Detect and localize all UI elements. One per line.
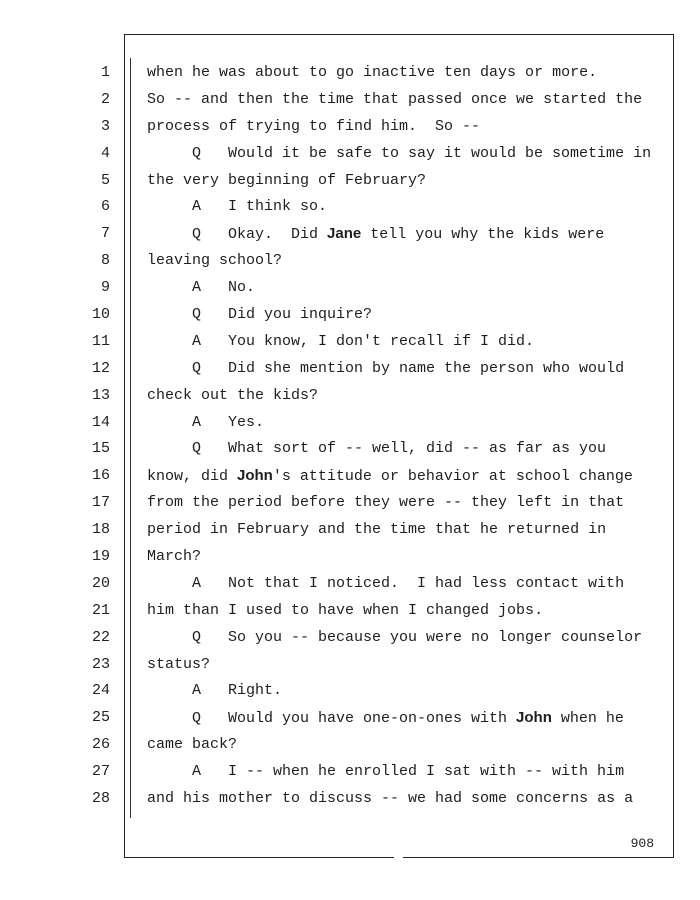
line-text: Not that I noticed. I had less contact with bbox=[228, 574, 625, 592]
line-number: 12 bbox=[91, 359, 110, 377]
line-text: check out the kids? bbox=[147, 386, 319, 404]
transcript-line bbox=[147, 598, 667, 625]
transcript-line bbox=[147, 410, 667, 437]
line-text: Right. bbox=[228, 682, 283, 700]
speaker-label: Q bbox=[192, 440, 202, 458]
person-name: John bbox=[237, 467, 273, 485]
person-name: Jane bbox=[327, 225, 362, 243]
transcript-line bbox=[147, 221, 667, 248]
transcript-line bbox=[147, 114, 667, 141]
line-text: 's attitude or behavior at school change bbox=[272, 468, 633, 486]
line-number: 9 bbox=[100, 279, 110, 297]
speaker-label: A bbox=[192, 198, 202, 216]
line-text: process of trying to find him. So -- bbox=[147, 117, 481, 135]
line-text: status? bbox=[147, 655, 211, 673]
line-text: March? bbox=[147, 548, 202, 566]
speaker-label: Q bbox=[192, 226, 202, 244]
line-number: 20 bbox=[91, 574, 110, 592]
line-text: Would you have one-on-ones with bbox=[228, 710, 517, 728]
speaker-label: A bbox=[192, 413, 202, 431]
line-number: 5 bbox=[100, 171, 110, 189]
line-number: 13 bbox=[91, 386, 110, 404]
line-text: and his mother to discuss -- we had some concerns as a bbox=[147, 790, 634, 808]
transcript-line bbox=[147, 732, 667, 759]
line-text: Did she mention by name the person who would bbox=[228, 359, 625, 377]
transcript-body bbox=[147, 60, 667, 813]
speaker-label: A bbox=[192, 682, 202, 700]
transcript-line bbox=[147, 705, 667, 732]
line-text: I think so. bbox=[228, 198, 328, 216]
line-number: 27 bbox=[91, 763, 110, 781]
line-text: Would it be safe to say it would be sometime in bbox=[228, 144, 652, 162]
line-text: No. bbox=[228, 279, 256, 297]
line-text: the very beginning of February? bbox=[147, 171, 427, 189]
line-number: 10 bbox=[91, 306, 110, 324]
line-text: tell you why the kids were bbox=[361, 226, 605, 244]
line-text: What sort of -- well, did -- as far as you bbox=[228, 440, 607, 458]
speaker-label: A bbox=[192, 279, 202, 297]
transcript-line bbox=[147, 786, 667, 813]
transcript-line bbox=[147, 248, 667, 275]
line-number: 24 bbox=[91, 682, 110, 700]
transcript-line bbox=[147, 302, 667, 329]
line-text: Did you inquire? bbox=[228, 306, 373, 324]
transcript-line bbox=[147, 571, 667, 598]
line-number: 18 bbox=[91, 521, 110, 539]
transcript-line bbox=[147, 168, 667, 195]
transcript-line bbox=[147, 678, 667, 705]
speaker-label: Q bbox=[192, 306, 202, 324]
transcript-line bbox=[147, 463, 667, 490]
line-number: 6 bbox=[100, 198, 110, 216]
line-text: from the period before they were -- they left in that bbox=[147, 494, 625, 512]
speaker-label: Q bbox=[192, 144, 202, 162]
bottom-rule-right bbox=[403, 857, 674, 858]
speaker-label: Q bbox=[192, 359, 202, 377]
line-text: him than I used to have when I changed jobs. bbox=[147, 601, 544, 619]
speaker-label: Q bbox=[192, 628, 202, 646]
line-number: 15 bbox=[91, 440, 110, 458]
speaker-label: A bbox=[192, 332, 202, 350]
transcript-line bbox=[147, 383, 667, 410]
line-number: 11 bbox=[91, 332, 110, 350]
line-text: period in February and the time that he returned in bbox=[147, 521, 607, 539]
transcript-line bbox=[147, 87, 667, 114]
line-number: 2 bbox=[100, 90, 110, 108]
line-number: 25 bbox=[91, 709, 110, 727]
speaker-label: Q bbox=[192, 710, 202, 728]
margin-rule bbox=[130, 58, 131, 818]
line-number: 7 bbox=[100, 225, 110, 243]
line-text: Yes. bbox=[228, 413, 265, 431]
transcript-line bbox=[147, 544, 667, 571]
line-number: 19 bbox=[91, 548, 110, 566]
line-text: when he was about to go inactive ten days or more. bbox=[147, 64, 598, 81]
transcript-line bbox=[147, 194, 667, 221]
speaker-label: A bbox=[192, 763, 202, 781]
page-number: 908 bbox=[630, 836, 654, 851]
person-name: John bbox=[516, 709, 552, 727]
line-number: 14 bbox=[91, 413, 110, 431]
line-text: leaving school? bbox=[147, 252, 283, 270]
line-number: 8 bbox=[100, 252, 110, 270]
transcript-line bbox=[147, 329, 667, 356]
transcript-line bbox=[147, 625, 667, 652]
line-number: 3 bbox=[100, 117, 110, 135]
line-number: 23 bbox=[91, 655, 110, 673]
transcript-line bbox=[147, 141, 667, 168]
line-text: I -- when he enrolled I sat with -- with him bbox=[228, 763, 625, 781]
transcript-line bbox=[147, 517, 667, 544]
line-number: 17 bbox=[91, 494, 110, 512]
line-text: You know, I don't recall if I did. bbox=[228, 332, 535, 350]
line-number: 28 bbox=[91, 790, 110, 808]
line-number-column bbox=[70, 60, 110, 813]
transcript-line bbox=[147, 436, 667, 463]
line-text: came back? bbox=[147, 736, 238, 754]
line-number: 26 bbox=[91, 736, 110, 754]
line-number: 21 bbox=[91, 601, 110, 619]
line-text: when he bbox=[551, 710, 624, 728]
line-number: 16 bbox=[91, 467, 110, 485]
line-text: Okay. Did bbox=[228, 226, 328, 244]
transcript-line bbox=[147, 60, 667, 87]
transcript-line bbox=[147, 356, 667, 383]
transcript-line bbox=[147, 275, 667, 302]
transcript-line bbox=[147, 652, 667, 679]
transcript-line bbox=[147, 490, 667, 517]
line-number: 4 bbox=[100, 144, 110, 162]
transcript-line bbox=[147, 759, 667, 786]
bottom-rule-left bbox=[124, 857, 394, 858]
speaker-label: A bbox=[192, 574, 202, 592]
line-text: know, did bbox=[147, 468, 238, 486]
line-number: 1 bbox=[100, 64, 110, 81]
line-number: 22 bbox=[91, 628, 110, 646]
line-text: So -- and then the time that passed once we started the bbox=[147, 90, 643, 108]
line-text: So you -- because you were no longer counselor bbox=[228, 628, 643, 646]
